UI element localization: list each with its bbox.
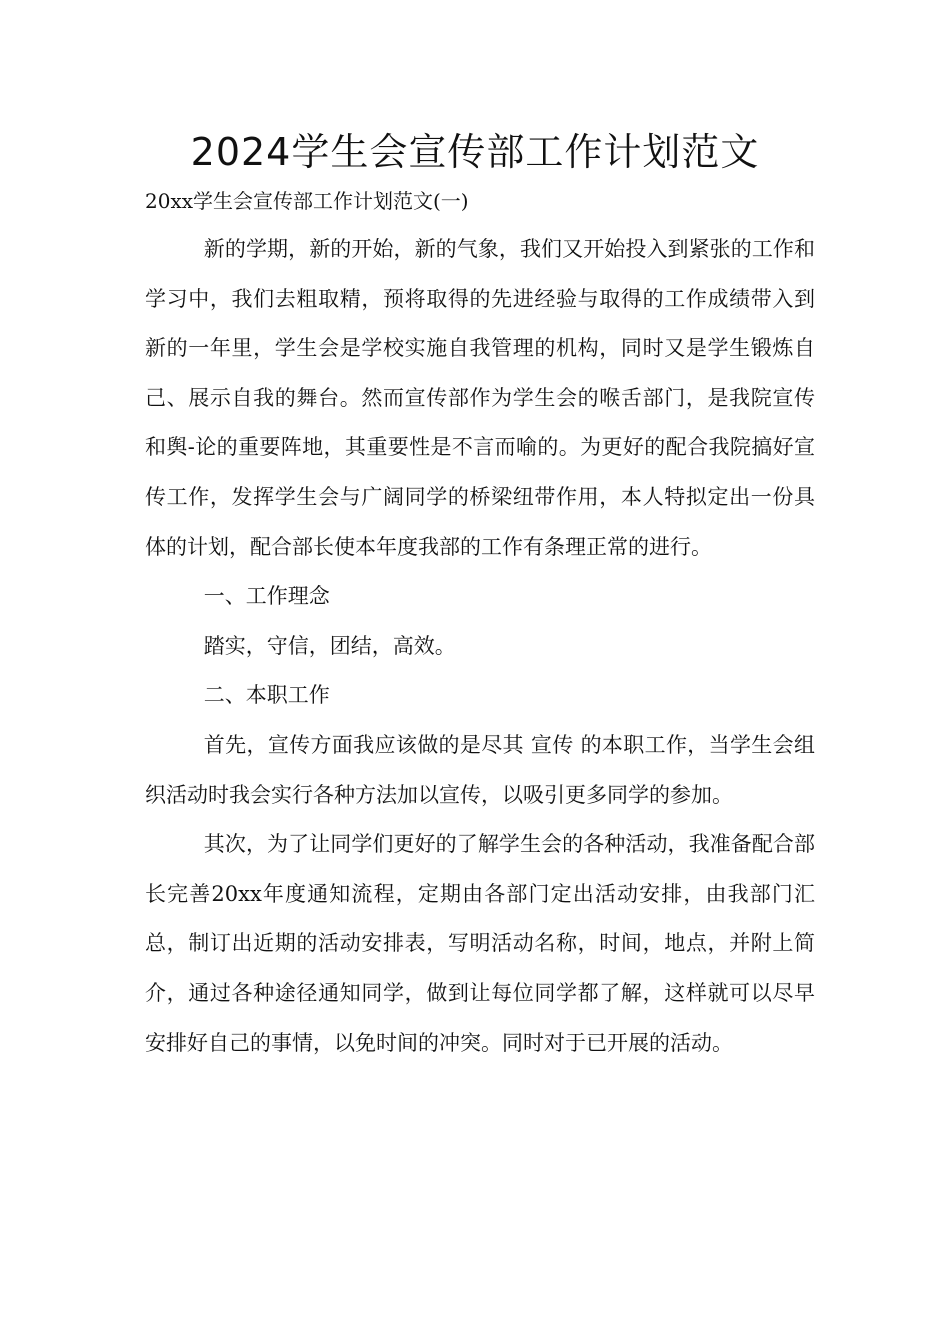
- paragraph-duties-first: 首先，宣传方面我应该做的是尽其 宣传 的本职工作，当学生会组织活动时我会实行各种方法加以宣传，以吸引更多同学的参加。: [145, 732, 815, 807]
- document-subtitle: 20xx学生会宣传部工作计划范文(一): [145, 189, 469, 213]
- paragraph-duties-second: 其次，为了让同学们更好的了解学生会的各种活动，我准备配合部长完善20xx年度通知流程，定期由各部门定出活动安排，由我部门汇总，制订出近期的活动安排表，写明活动名称，时间，地点，并附上简介，通过各种途径通知同学，做到让每位同学都了解，这样就可以尽早安排好自己的事情，以免时间的冲突。同时对于已开展的活动。: [145, 832, 815, 1055]
- section-heading-work-philosophy: 一、工作理念: [203, 584, 330, 609]
- section-heading-duties: 二、本职工作: [203, 683, 330, 708]
- paragraph-philosophy: 踏实，守信，团结，高效。: [203, 633, 456, 658]
- paragraph-intro: 新的学期，新的开始，新的气象，我们又开始投入到紧张的工作和学习中，我们去粗取精，预将取得的先进经验与取得的工作成绩带入到新的一年里，学生会是学校实施自我管理的机构，同时又是学生锻炼自己、展示自我的舞台。然而宣传部作为学生会的喉舌部门，是我院宣传和舆-论的重要阵地，其重要性是不言而喻的。为更好的配合我院搞好宣传工作，发挥学生会与广阔同学的桥梁纽带作用，本人特拟定出一份具体的计划，配合部长使本年度我部的工作有条理正常的进行。: [145, 237, 815, 559]
- document-title: 2024学生会宣传部工作计划范文: [190, 130, 760, 174]
- document-body: [145, 225, 815, 1068]
